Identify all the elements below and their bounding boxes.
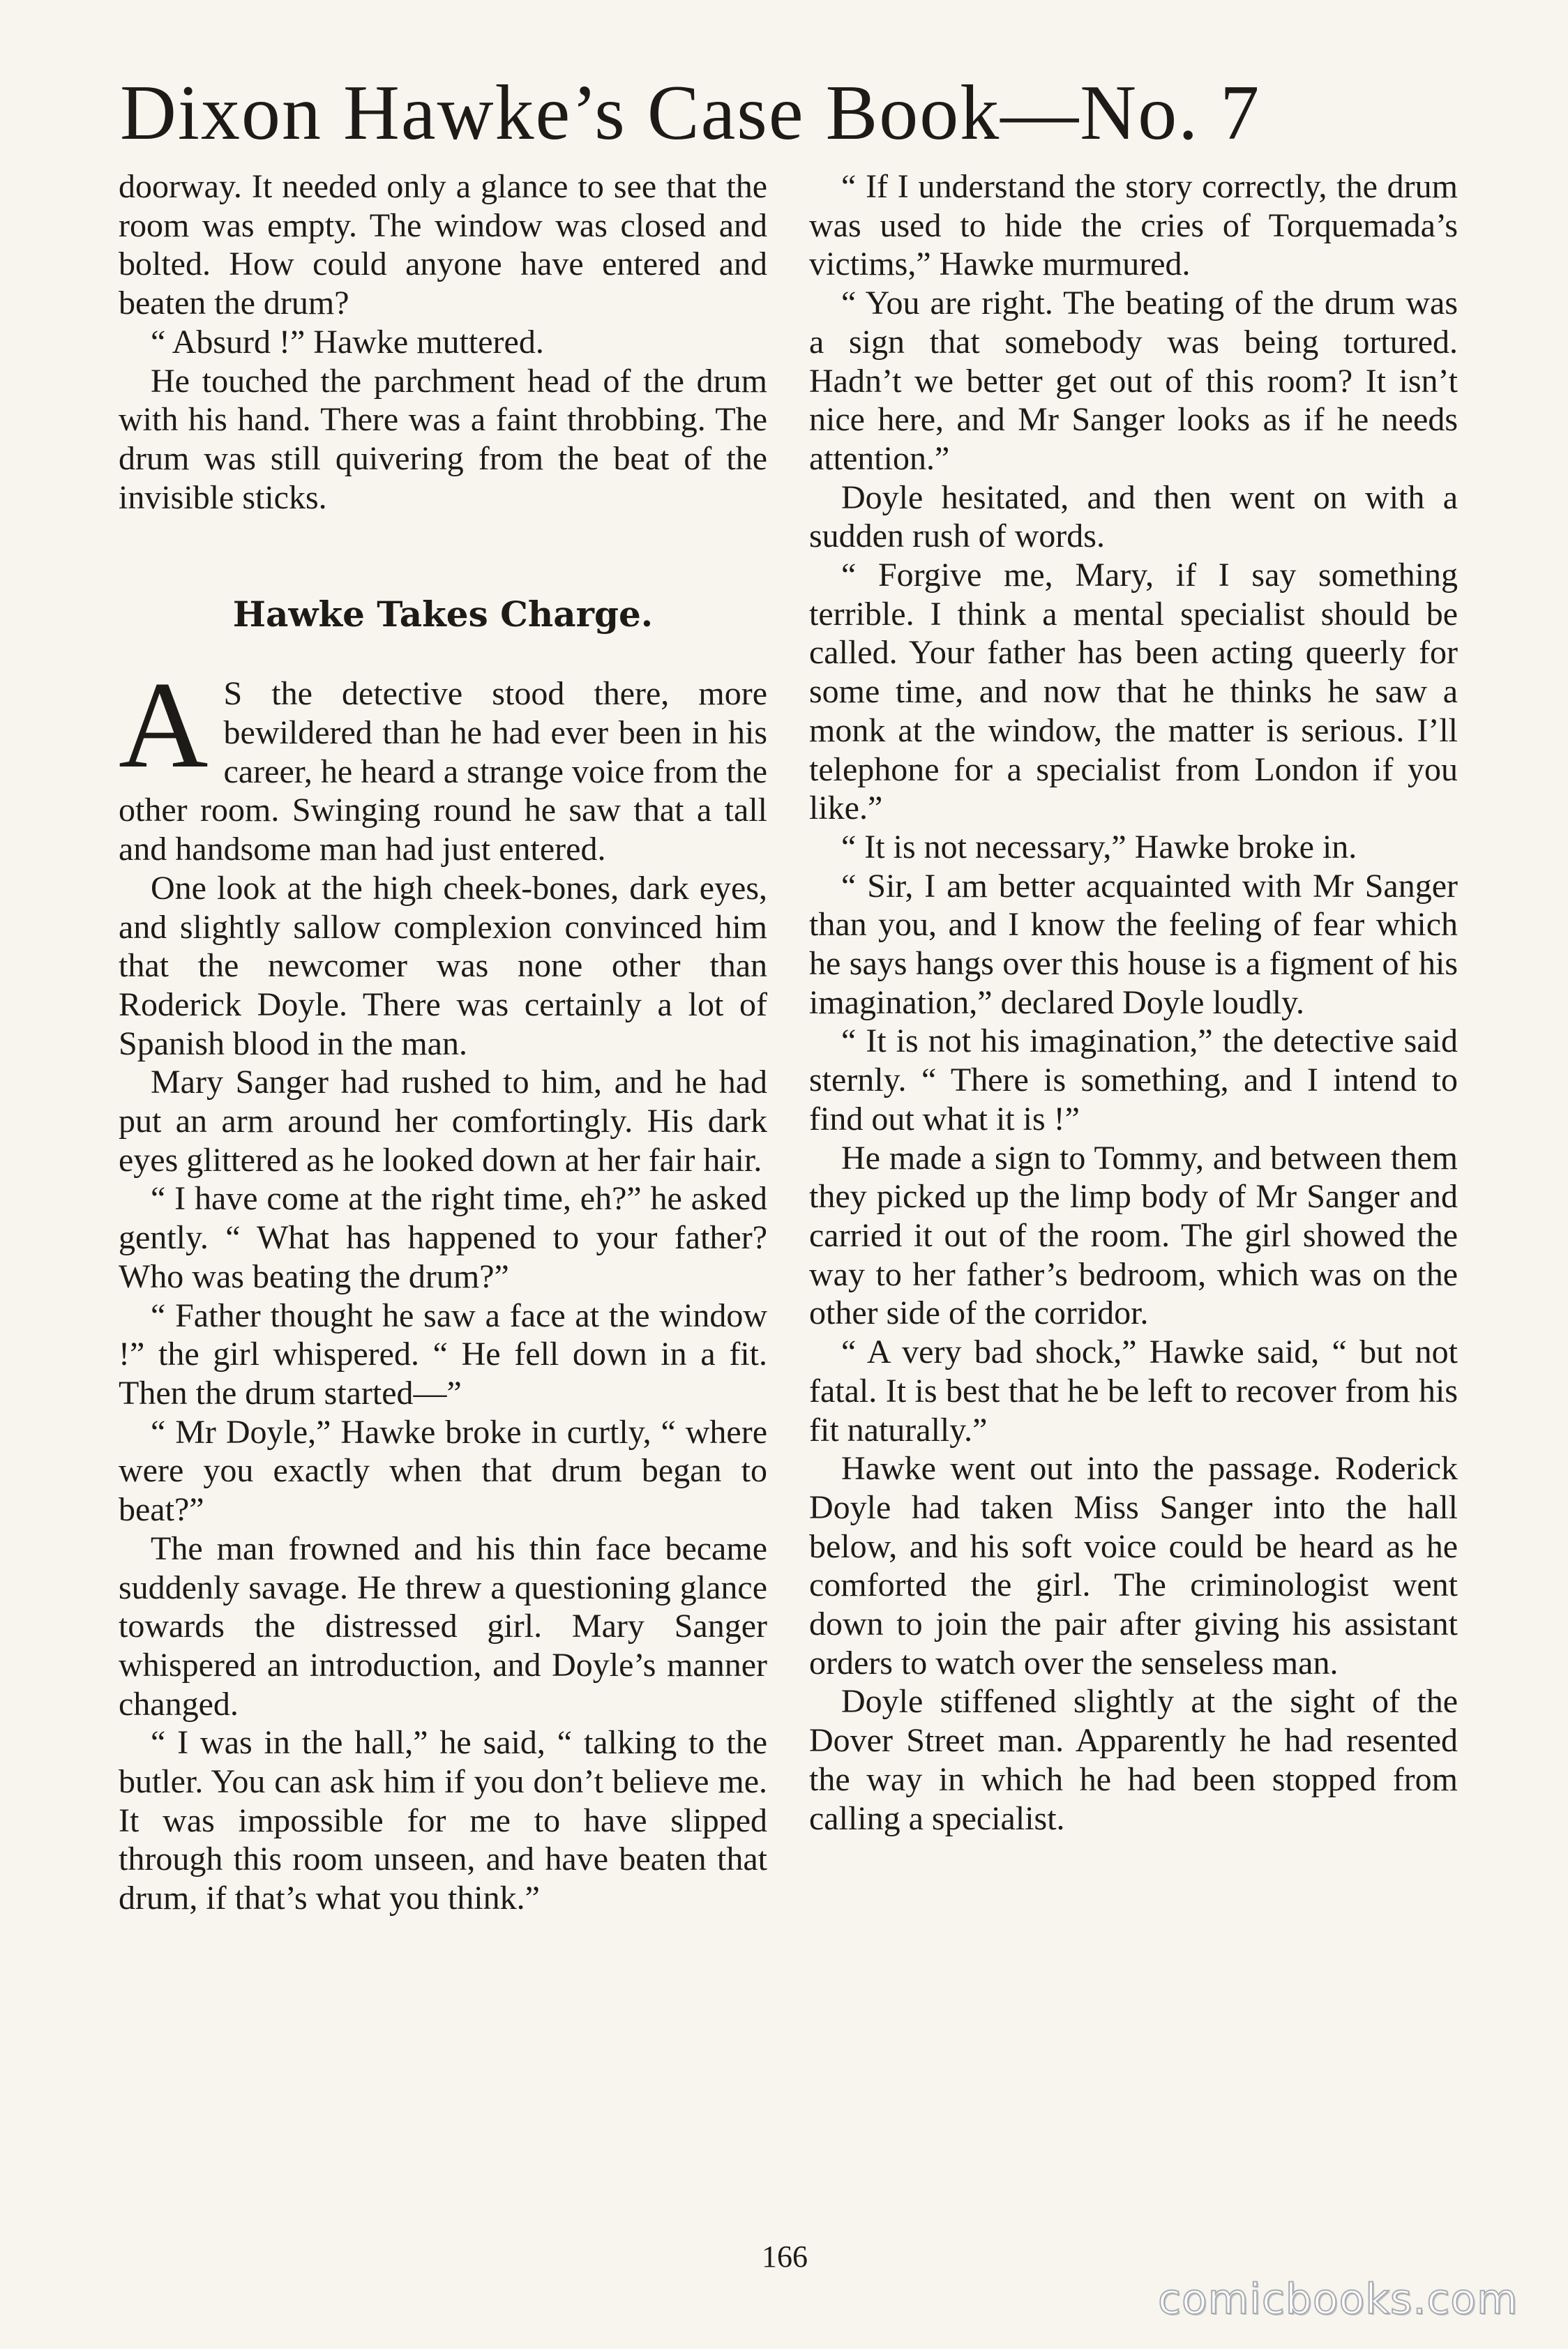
paragraph: “ If I understand the story correctly, the drum was used to hide the cries of Torquemada’s victims,” Hawke murmured. <box>809 168 1458 283</box>
paragraph: Hawke went out into the passage. Roderick Doyle had taken Miss Sanger into the hall below, and his soft voice could be heard as he comforted the girl. The criminologist went down to join the pair after giving his assistant orders to watch over the senseless man. <box>809 1450 1458 1682</box>
watermark: comicbooks.com <box>1158 2275 1518 2324</box>
paragraph-text: S the detective stood there, more bewildered than he had ever been in his career, he heard a strange voice from the other room. Swinging round he saw that a tall and handsome man had just entered. <box>119 675 767 868</box>
paragraph: “ It is not necessary,” Hawke broke in. <box>841 828 1357 866</box>
paragraph: Mary Sanger had rushed to him, and he had put an arm around her comfortingly. His dark eyes glittered as he looked down at her fair hair. <box>119 1064 767 1179</box>
paragraph: “ Absurd !” Hawke muttered. <box>151 323 544 361</box>
paragraph: Doyle hesitated, and then went on with a sudden rush of words. <box>809 478 1458 555</box>
paragraph: Doyle stiffened slightly at the sight of the Dover Street man. Apparently he had resented the way in which he had been stopped from calling a specialist. <box>809 1683 1458 1837</box>
drop-cap-paragraph <box>119 656 767 869</box>
paragraph: One look at the high cheek-bones, dark eyes, and slightly sallow complexion convinced him that the newcomer was none other than Roderick Doyle. There was certainly a lot of Spanish blood in the man. <box>119 869 767 1062</box>
page-number: 166 <box>762 2240 808 2274</box>
paragraph: “ I was in the hall,” he said, “ talking to the butler. You can ask him if you don’t believe me. It was impossible for me to have slipped through this room unseen, and have beaten that drum, if that’s what you think.” <box>119 1724 767 1917</box>
paragraph: He touched the parchment head of the drum with his hand. There was a faint throbbing. The drum was still quivering from the beat of the invisible sticks. <box>119 362 767 516</box>
section-subheading: Hawke Takes Charge. <box>232 594 654 635</box>
paragraph: “ Sir, I am better acquainted with Mr Sanger than you, and I know the feeling of fear which he says hangs over this house is a figment of his imagination,” declared Doyle loudly. <box>809 867 1458 1021</box>
drop-cap-letter: A <box>119 656 209 794</box>
paragraph: “ You are right. The beating of the drum was a sign that somebody was being tortured. Hadn’t we better get out of this room? It isn’t nice here, and Mr Sanger looks as if he needs attention.” <box>809 285 1458 477</box>
paragraph: “ A very bad shock,” Hawke said, “ but not fatal. It is best that he be left to recover from his fit naturally.” <box>809 1334 1458 1449</box>
right-column <box>809 167 1458 1838</box>
left-column <box>119 167 767 1918</box>
paragraph: “ Forgive me, Mary, if I say something terrible. I think a mental specialist should be called. Your father has been acting queerly for some time, and now that he thinks he saw a monk at the window, the matter is serious. I’ll telephone for a specialist from London if you like.” <box>809 557 1458 827</box>
paragraph: doorway. It needed only a glance to see that the room was empty. The window was closed and bolted. How could anyone have entered and beaten the drum? <box>119 168 767 322</box>
paragraph: “ I have come at the right time, eh?” he asked gently. “ What has happened to your father? Who was beating the drum?” <box>119 1180 767 1295</box>
paragraph: “ Father thought he saw a face at the window !” the girl whispered. “ He fell down in a fit. Then the drum started—” <box>119 1297 767 1412</box>
paragraph: “ Mr Doyle,” Hawke broke in curtly, “ where were you exactly when that drum began to beat?” <box>119 1413 767 1529</box>
paragraph: “ It is not his imagination,” the detective said sternly. “ There is something, and I intend to find out what it is !” <box>809 1022 1458 1138</box>
paragraph: He made a sign to Tommy, and between them they picked up the limp body of Mr Sanger and carried it out of the room. The girl showed the way to her father’s bedroom, which was on the other side of the corridor. <box>809 1139 1458 1332</box>
paragraph: The man frowned and his thin face became suddenly savage. He threw a questioning glance towards the distressed girl. Mary Sanger whispered an introduction, and Doyle’s manner changed. <box>119 1530 767 1723</box>
page-title: Dixon Hawke’s Case Book—No. 7 <box>120 70 1261 156</box>
